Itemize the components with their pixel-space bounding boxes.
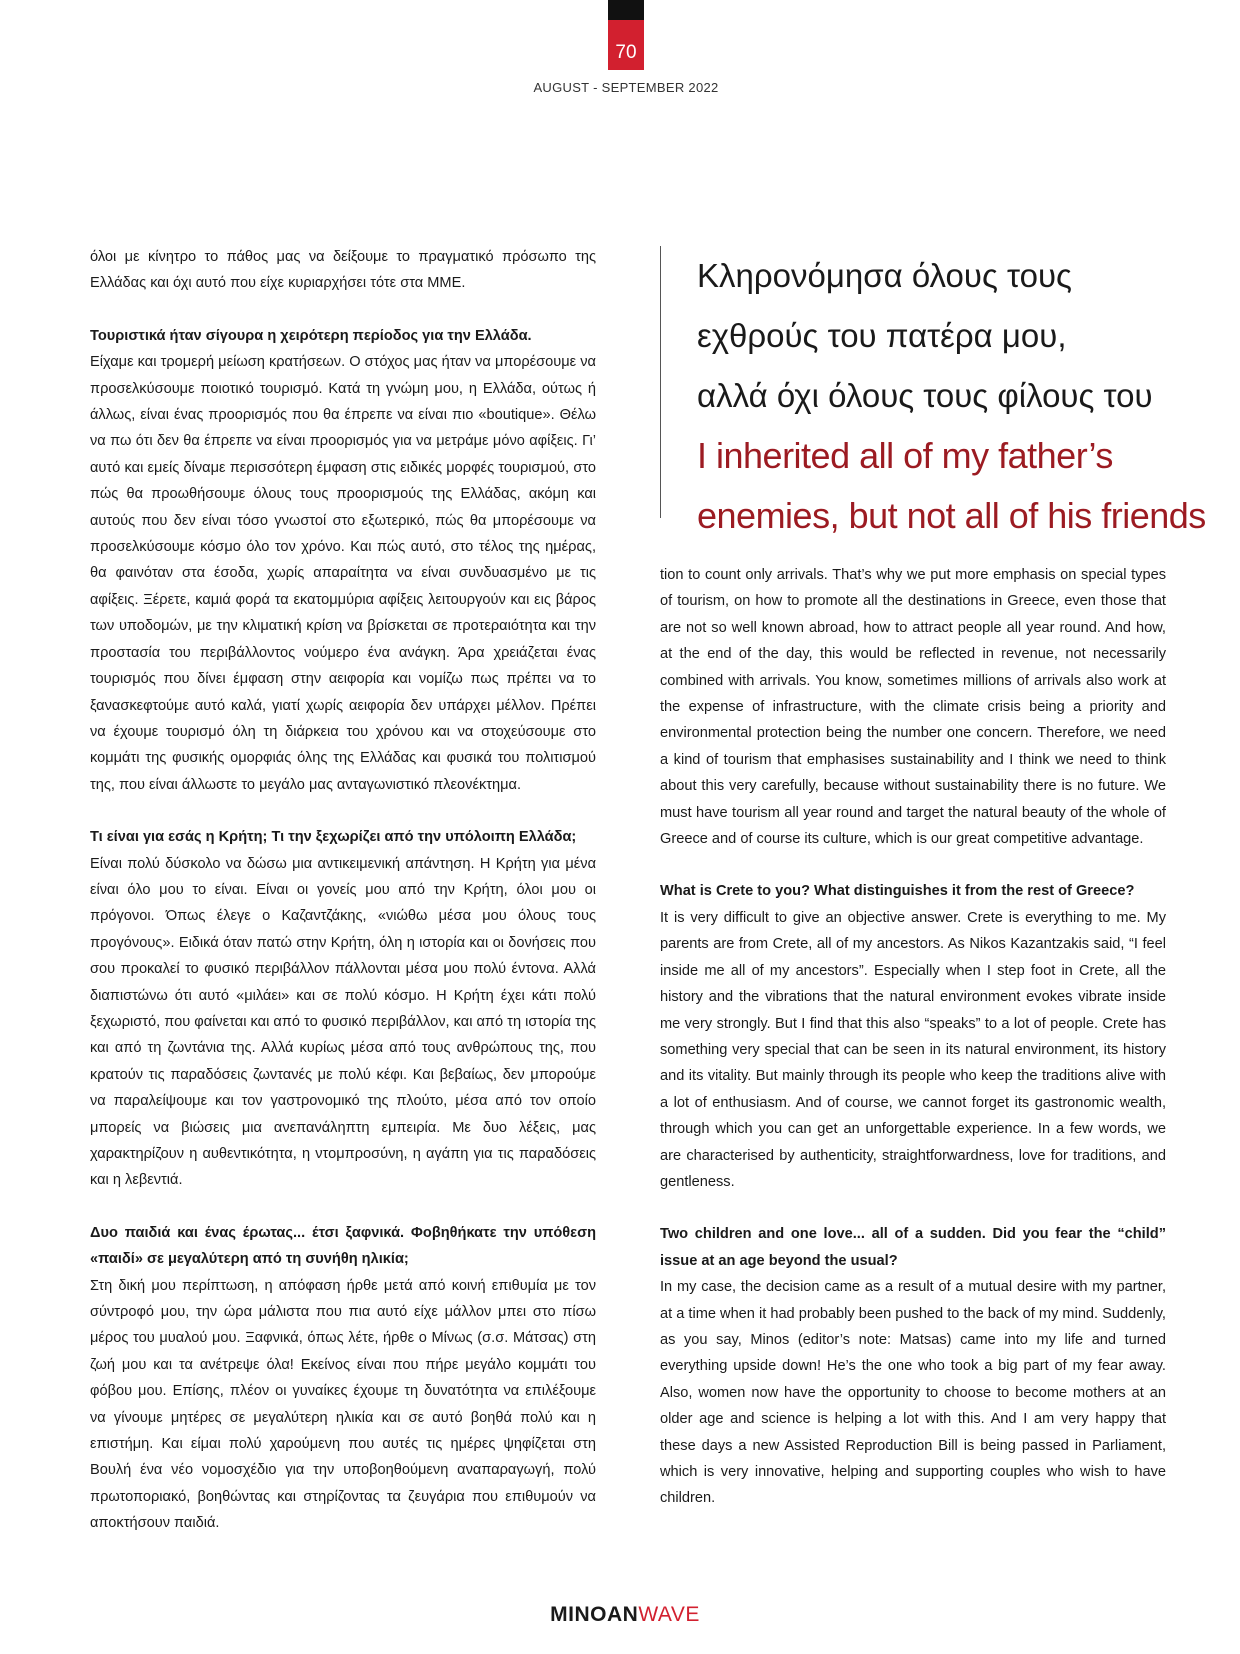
- left-paragraph-1: όλοι με κίνητρο το πάθος μας να δείξουμε το πραγματικό πρόσωπο της Ελλάδας και όχι αυτό που είχε κυριαρχήσει τότε στα ΜΜΕ.: [90, 249, 596, 292]
- pull-quote-english-line-2: enemies, but not all of his friends: [697, 495, 1206, 536]
- right-column: [660, 562, 1166, 1512]
- left-answer-1: Είχαμε και τρομερή μείωση κρατήσεων. Ο στόχος μας ήταν να μπορέσουμε να προσελκύσουμε ποιοτικό τουρισμό. Κατά τη γνώμη μου, η Ελλάδα, ούτως ή άλλως, είναι ένας προορισμός που θα έπρεπε να είναι πιο «boutique». Θέλω να πω ότι δεν θα έπρεπε να είναι προορισμός για να μετράμε μόνο αφίξεις. Γι’ αυτό και εμείς δίναμε περισσότερη έμφαση στις ειδικές μορφές τουρισμού, στο πώς θα προωθήσουμε όλους τους προορισμούς της Ελλάδας, ακόμη και αυτούς που δεν είναι τόσο γνωστοί στο εξωτερικό, πώς θα μπορέσουμε να προσελκύσουμε κόσμο όλο τον χρόνο. Και πώς αυτό, στο τέλος της ημέρας, θα φαινόταν στα έσοδα, χωρίς απαραίτητα να είναι συνδυασμένο με τις αφίξεις. Ξέρετε, καμιά φορά τα εκατομμύρια αφίξεις λειτουργούν και εις βάρος των υποδομών, με την κλιματική κρίση να βρίσκεται σε προτεραιότητα και την προστασία του περιβάλλοντος νούμερο ένα ανάγκη. Άρα χρειάζεται ένας τουρισμός που δίνει έμφαση στην αειφορία και νομίζω πως πρέπει να το ξανασκεφτούμε αυτό καλά, γιατί χωρίς αειφορία δεν υπάρχει μέλλον. Πρέπει να έχουμε τουρισμό όλη τη διάρκεια του χρόνου και να στοχεύσουμε στο κομμάτι της φυσικής ομορφιάς όλης της Ελλάδας και φυσικά του πολιτισμού της, που είναι άλλωστε το μεγάλο μας ανταγωνιστικό πλεονέκτημα.: [90, 354, 596, 793]
- right-answer-2: In my case, the decision came as a result of a mutual desire with my partner, at a time when it had probably been pushed to the back of my mind. Suddenly, as you say, Minos (editor’s note: Matsas) came into my life and turned everything upside down! He’s the one who took a big part of my fear away. Also, women now have the opportunity to choose to become mothers at an older age and science is helping a lot with this. And I am very happy that these days a new Assisted Reproduction Bill is being passed in Parliament, which is very innovative, helping and supporting couples who wish to have children.: [660, 1279, 1166, 1507]
- pull-quote: [697, 246, 1206, 546]
- left-question-3: Δυο παιδιά και ένας έρωτας... έτσι ξαφνικά. Φοβηθήκατε την υπόθεση «παιδί» σε μεγαλύτερη από τη συνήθη ηλικία;: [90, 1224, 596, 1268]
- footer-logo: [540, 1603, 710, 1627]
- left-answer-2: Είναι πολύ δύσκολο να δώσω μια αντικειμενική απάντηση. Η Κρήτη για μένα είναι όλο μου το είναι. Είναι οι γονείς μου από την Κρήτη, όλοι μου οι πρόγονοι. Όπως έλεγε ο Καζαντζάκης, «νιώθω μέσα μου όλους τους προγόνους». Ειδικά όταν πατώ στην Κρήτη, όλη η ιστορία και οι δονήσεις που σου προκαλεί το φυσικό περιβάλλον πάλλονται μέσα μου πολύ έντονα. Αλλά διαπιστώνω ότι αυτό «μιλάει» και σε πολύ κόσμο. Η Κρήτη έχει κάτι πολύ ξεχωριστό, που φαίνεται και από το φυσικό περιβάλλον, και από τη ιστορία της και από τη ζωντάνια της. Αλλά κυρίως μέσα από τους ανθρώπους της, που κρατούν τις παραδόσεις ζωντανές με πολύ κέφι. Και βεβαίως, δεν μπορούμε να παραλείψουμε και τον γαστρονομικό της πλούτο, μέσα από τον οποίο μπορείς να βιώσεις μια ανεπανάληπτη εμπειρία. Με δυο λέξεις, μας χαρακτηρίζουν η αυθεντικότητα, η ντομπροσύνη, η αγάπη για τις παραδόσεις και η λεβεντιά.: [90, 855, 596, 1189]
- logo-wave: WAVE: [638, 1603, 700, 1626]
- logo-minoan: MINOAN: [550, 1603, 639, 1626]
- pull-quote-rule: [660, 246, 661, 518]
- left-answer-3: Στη δική μου περίπτωση, η απόφαση ήρθε μετά από κοινή επιθυμία με τον σύντροφό μου, την ώρα μάλιστα που πια αυτό είχε μάλλον μπει στο πίσω μέρος του μυαλού μου. Ξαφνικά, όπως λέτε, ήρθε ο Μίνως (σ.σ. Μάτσας) στη ζωή μου και τα ανέτρεψε όλα! Εκείνος είναι που πήρε μεγάλο κομμάτι του φόβου μου. Επίσης, πλέον οι γυναίκες έχουμε τη δυνατότητα να επιλέξουμε να γίνουμε μητέρες σε μεγαλύτερη ηλικία και σε αυτό βοηθά πολύ και η επιστήμη. Και είμαι πολύ χαρούμενη που αυτές τις ημέρες ψηφίζεται στη Βουλή ένα νέο νομοσχέδιο για την υποβοηθούμενη αναπαραγωγή, πολύ πρωτοποριακό, βοηθώντας και στηρίζοντας τα ζευγάρια που επιθυμούν να αποκτήσουν παιδιά.: [90, 1277, 596, 1532]
- pull-quote-greek-line-3: αλλά όχι όλους τους φίλους του: [697, 377, 1153, 414]
- pull-quote-greek-line-2: εχθρούς του πατέρα μου,: [697, 317, 1067, 354]
- right-answer-1: It is very difficult to give an objective answer. Crete is everything to me. My parents are from Crete, all of my ancestors. As Nikos Kazantzakis said, “I feel inside me all of my ancestors”. Especially when I step foot in Crete, all the history and the vibrations that the natural environment evokes vibrate inside me very strongly. But I find that this also “speaks” to a lot of people. Crete has something very special that can be seen in its natural environment, its history and its vitality. But mainly through its people who keep the traditions alive with a lot of enthusiasm. And of course, we cannot forget its gastronomic wealth, through which you can get an unforgettable experience. In a few words, we are characterised by authenticity, straightforwardness, love for traditions, and gentleness.: [660, 909, 1166, 1190]
- left-question-1: Τουριστικά ήταν σίγουρα η χειρότερη περίοδος για την Ελλάδα.: [90, 327, 532, 344]
- left-question-2: Τι είναι για εσάς η Κρήτη; Τι την ξεχωρίζει από την υπόλοιπη Ελλάδα;: [90, 829, 577, 846]
- right-question-1: What is Crete to you? What distinguishes it from the rest of Greece?: [660, 883, 1135, 900]
- right-question-2: Two children and one love... all of a sudden. Did you fear the “child” issue at an age beyond the usual?: [660, 1226, 1166, 1269]
- issue-date: AUGUST - SEPTEMBER 2022: [533, 80, 719, 95]
- page-number-tab: [608, 20, 644, 70]
- right-paragraph-1: tion to count only arrivals. That’s why we put more emphasis on special types of tourism, on how to promote all the destinations in Greece, even those that are not so well known abroad, how to attract people all year round. And how, at the end of the day, this would be reflected in revenue, not necessarily combined with arrivals. You know, sometimes millions of arrivals also work at the expense of infrastructure, with the climate crisis being a priority and environmental protection being the number one concern. Therefore, we need a kind of tourism that emphasises sustainability and I think we need to think about this very carefully, because without sustainability there is no future. We must have tourism all year round and target the natural beauty of the whole of Greece and of course its culture, which is our great competitive advantage.: [660, 567, 1166, 848]
- pull-quote-english-line-1: I inherited all of my father’s: [697, 435, 1113, 476]
- left-column: [90, 244, 596, 1537]
- page-number: 70: [615, 42, 637, 63]
- pull-quote-greek-line-1: Κληρονόμησα όλους τους: [697, 257, 1072, 294]
- page-tab-top: [608, 0, 644, 20]
